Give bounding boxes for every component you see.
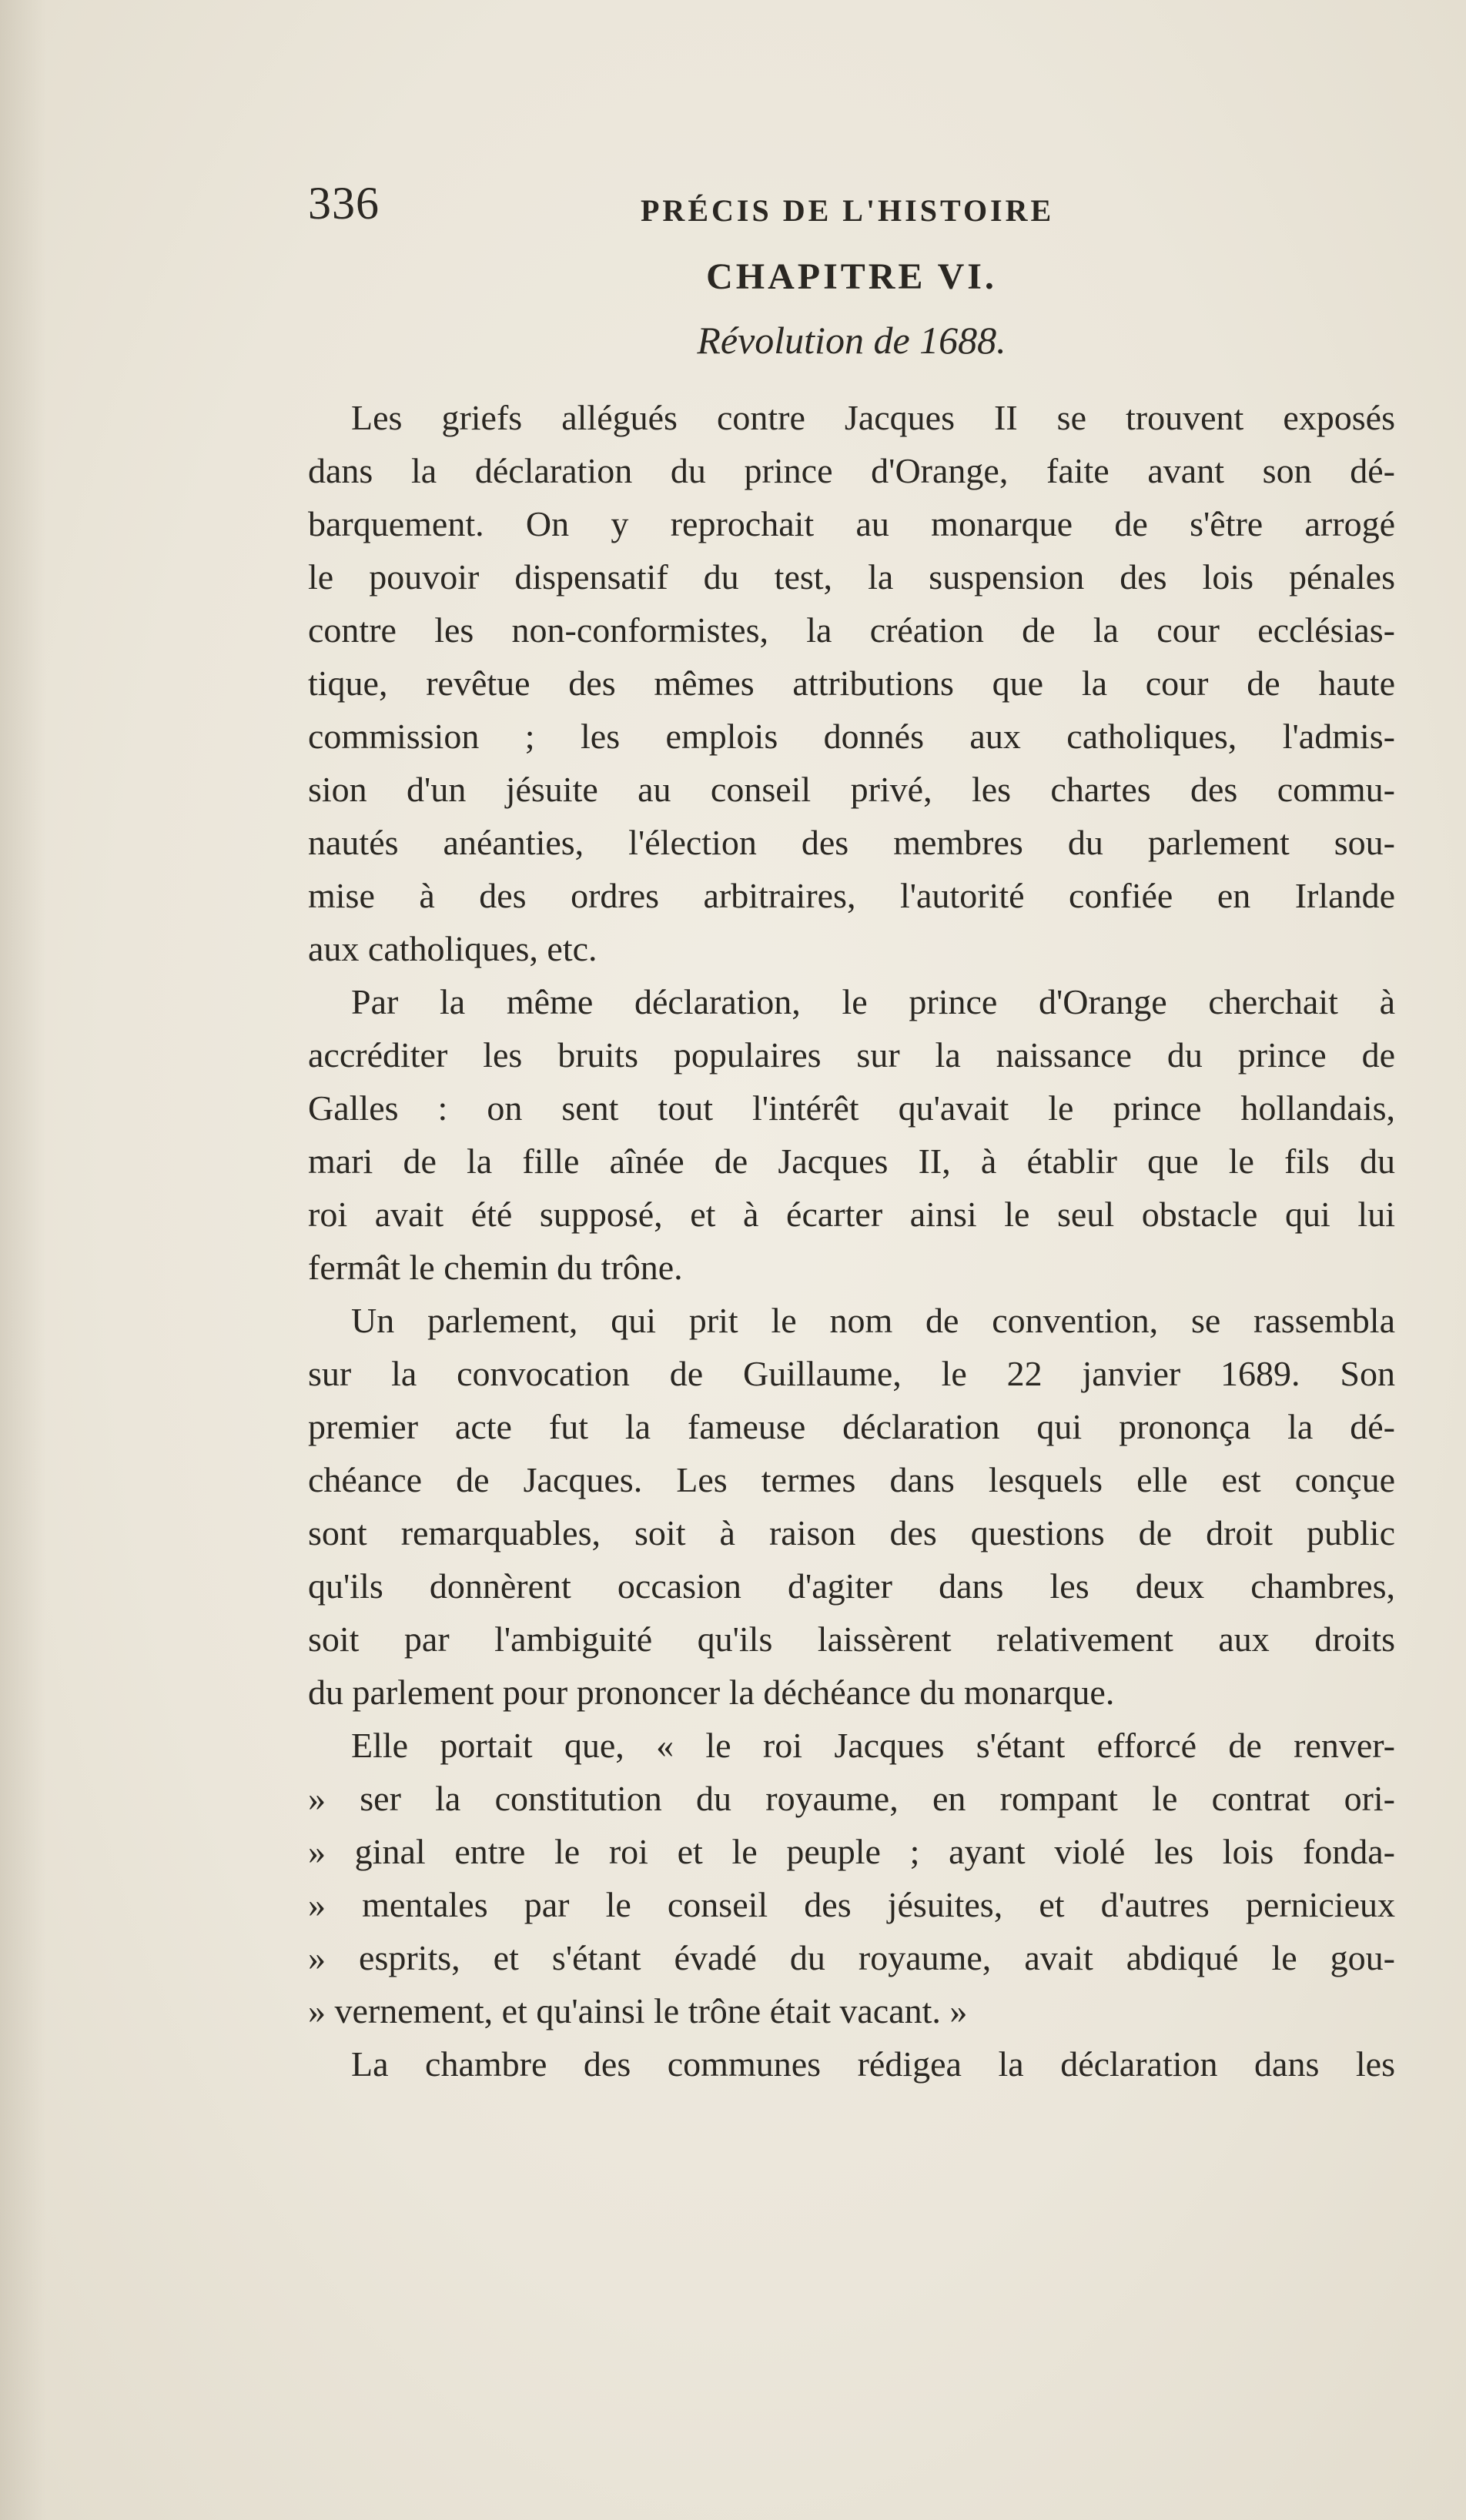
text-line: La chambre des communes rédigea la déclaration dans les — [351, 2044, 1395, 2084]
text-line: nautés anéanties, l'élection des membres du parlement sou- — [308, 823, 1395, 862]
text-line: sont remarquables, soit à raison des questions de droit public — [308, 1513, 1395, 1552]
text-line: » mentales par le conseil des jésuites, et d'autres pernicieux — [308, 1885, 1395, 1924]
text-line: soit par l'ambiguité qu'ils laissèrent relativement aux droits — [308, 1619, 1395, 1659]
text-line: » esprits, et s'étant évadé du royaume, avait abdiqué le gou- — [308, 1938, 1395, 1977]
text-line: mari de la fille aînée de Jacques II, à établir que le fils du — [308, 1141, 1395, 1181]
running-title: PRÉCIS DE L'HISTOIRE — [641, 193, 1055, 228]
text-line: mise à des ordres arbitraires, l'autorité confiée en Irlande — [308, 876, 1395, 915]
chapter-title: CHAPITRE VI. — [706, 256, 997, 297]
paragraph-4-quotation — [308, 1719, 1395, 2037]
page-number: 336 — [308, 178, 380, 229]
text-line: barquement. On y reprochait au monarque de s'être arrogé — [308, 504, 1395, 543]
paragraph-5 — [308, 2037, 1395, 2091]
text-line: accréditer les bruits populaires sur la naissance du prince de — [308, 1035, 1395, 1075]
paragraph-3 — [308, 1294, 1395, 1719]
text-line: sion d'un jésuite au conseil privé, les chartes des commu- — [308, 770, 1395, 809]
text-line: premier acte fut la fameuse déclaration qui prononça la dé- — [308, 1407, 1395, 1446]
text-line: fermât le chemin du trône. — [308, 1248, 683, 1287]
text-line: chéance de Jacques. Les termes dans lesquels elle est conçue — [308, 1460, 1395, 1499]
text-line: sur la convocation de Guillaume, le 22 janvier 1689. Son — [308, 1354, 1395, 1393]
page-edge-shadow — [0, 0, 46, 2520]
text-line: Galles : on sent tout l'intérêt qu'avait le prince hollandais, — [308, 1088, 1395, 1128]
text-line: le pouvoir dispensatif du test, la suspension des lois pénales — [308, 557, 1395, 597]
text-line: » ser la constitution du royaume, en rompant le contrat ori- — [308, 1779, 1395, 1818]
text-line: » ginal entre le roi et le peuple ; ayant violé les lois fonda- — [308, 1832, 1395, 1871]
text-line: roi avait été supposé, et à écarter ainsi le seul obstacle qui lui — [308, 1195, 1395, 1234]
paragraph-1 — [308, 391, 1395, 975]
text-line: Les griefs allégués contre Jacques II se trouvent exposés — [351, 398, 1395, 437]
text-line: Par la même déclaration, le prince d'Orange cherchait à — [351, 982, 1395, 1021]
text-line: qu'ils donnèrent occasion d'agiter dans les deux chambres, — [308, 1566, 1395, 1606]
text-line: commission ; les emplois donnés aux catholiques, l'admis- — [308, 717, 1395, 756]
text-block — [308, 177, 1395, 2091]
text-line: dans la déclaration du prince d'Orange, faite avant son dé- — [308, 451, 1395, 490]
text-line: aux catholiques, etc. — [308, 929, 597, 968]
text-line: Elle portait que, « le roi Jacques s'étant efforcé de renver- — [351, 1726, 1395, 1765]
text-line: » vernement, et qu'ainsi le trône était vacant. » — [308, 1991, 968, 2030]
chapter-subtitle: Révolution de 1688. — [697, 319, 1006, 362]
text-line: contre les non-conformistes, la création de la cour ecclésias- — [308, 610, 1395, 650]
text-line: tique, revêtue des mêmes attributions que la cour de haute — [308, 663, 1395, 703]
text-line: du parlement pour prononcer la déchéance du monarque. — [308, 1673, 1115, 1712]
text-line: Un parlement, qui prit le nom de convention, se rassembla — [351, 1301, 1395, 1340]
paragraph-2 — [308, 975, 1395, 1294]
running-head — [308, 177, 1395, 242]
